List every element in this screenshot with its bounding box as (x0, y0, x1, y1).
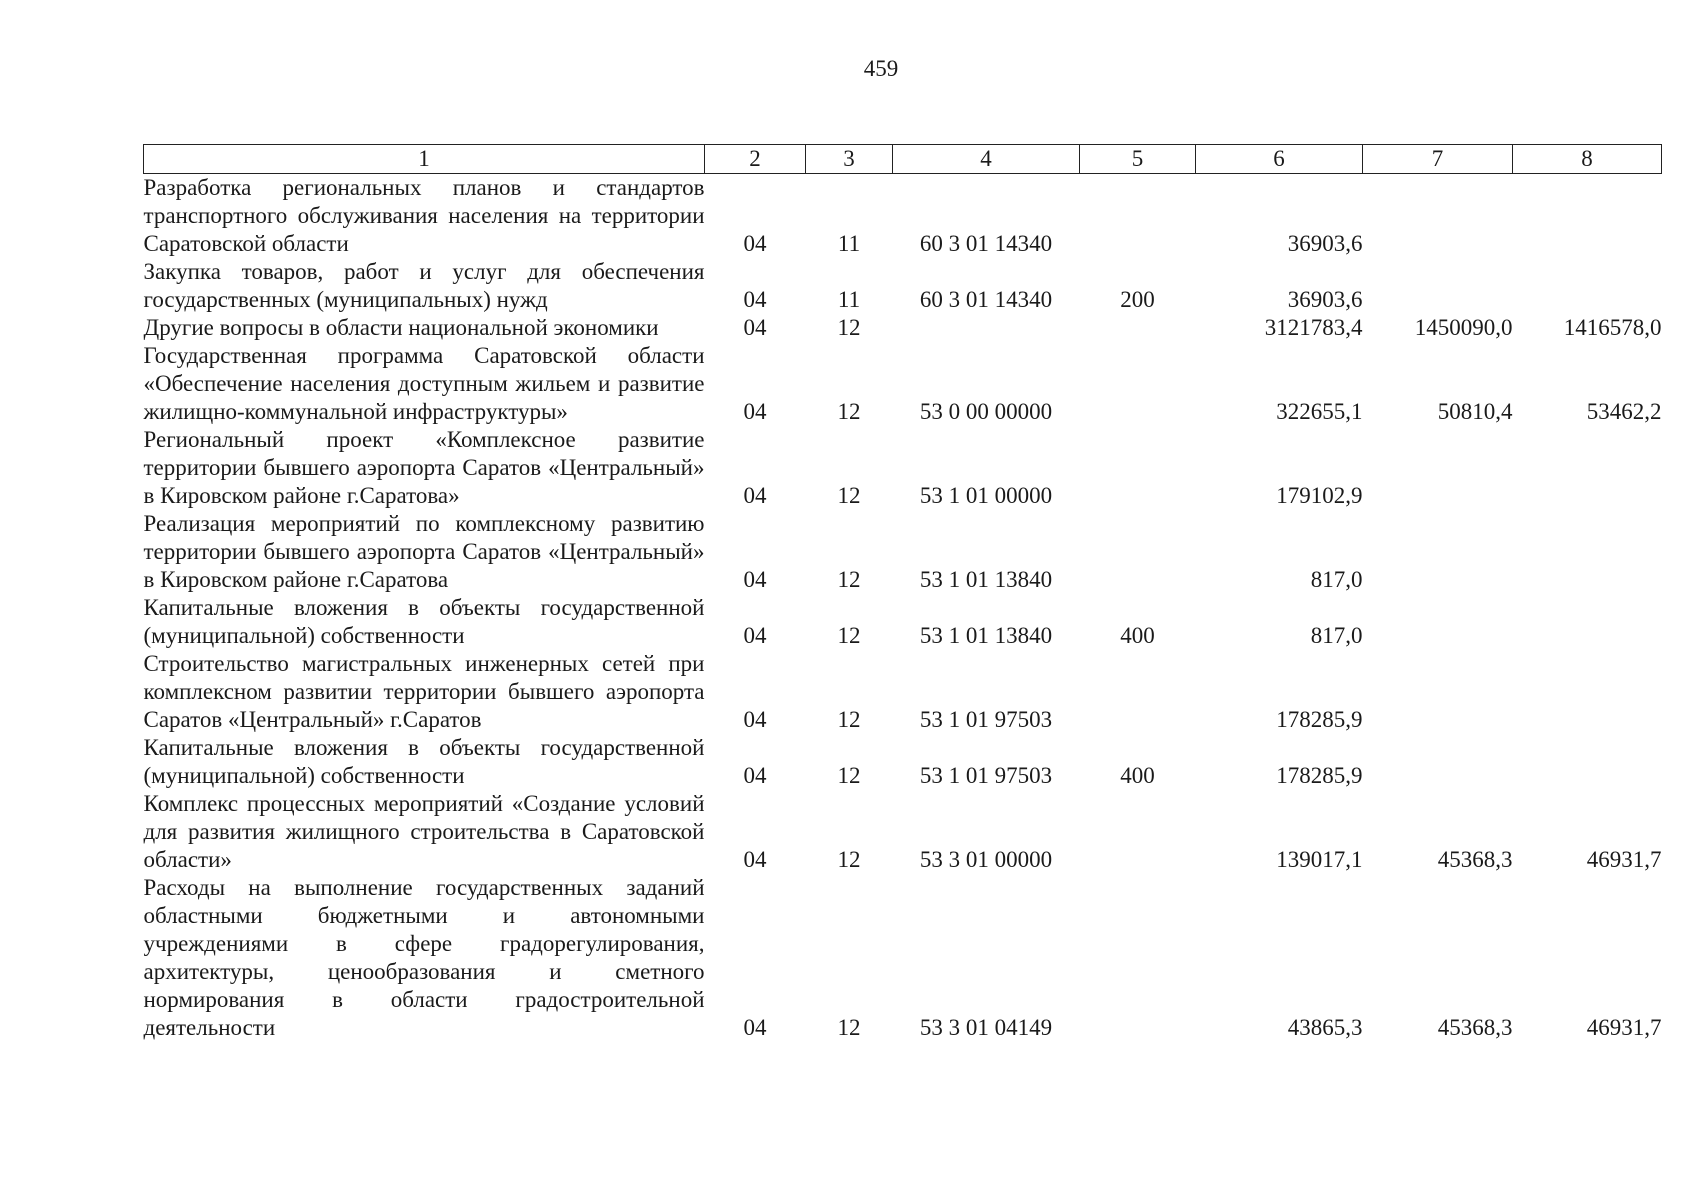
amount-col-6: 817,0 (1310, 623, 1363, 648)
subsection-code: 11 (837, 231, 861, 256)
expense-name: Строительство магистральных инженерных сетей при комплексном развитии территории бывшего аэропорта Саратов «Центральный» г.Саратов (143, 651, 705, 732)
expense-name: Другие вопросы в области национальной экономики (143, 315, 659, 340)
table-row (144, 510, 1662, 594)
amount-col-8 (1513, 594, 1662, 650)
subsection-code: 12 (837, 763, 861, 788)
table-row (144, 258, 1662, 314)
amount-col-7 (1363, 510, 1513, 594)
target-article-code: 53 0 00 00000 (919, 399, 1053, 424)
target-article-code: 53 3 01 04149 (919, 1015, 1053, 1040)
amount-col-6: 178285,9 (1276, 707, 1363, 732)
section-code: 04 (743, 287, 767, 312)
section-code: 04 (743, 315, 767, 340)
amount-col-8 (1513, 258, 1662, 314)
column-header: 5 (1080, 145, 1196, 174)
amount-col-6: 139017,1 (1276, 847, 1363, 872)
expense-name: Закупка товаров, работ и услуг для обеспечения государственных (муниципальных) нужд (143, 259, 705, 312)
amount-col-6: 817,0 (1310, 567, 1363, 592)
target-article-code (893, 314, 1080, 342)
column-header: 1 (144, 145, 705, 174)
column-header: 3 (806, 145, 893, 174)
expense-type-code (1080, 174, 1196, 259)
target-article-code: 53 1 01 97503 (919, 707, 1053, 732)
target-article-code: 60 3 01 14340 (919, 287, 1053, 312)
page-number: 459 (863, 56, 899, 81)
subsection-code: 11 (837, 287, 861, 312)
expense-name: Капитальные вложения в объекты государственной (муниципальной) собственности (143, 595, 705, 648)
amount-col-8 (1513, 174, 1662, 259)
expense-type-code (1080, 342, 1196, 426)
expense-type-code (1080, 510, 1196, 594)
column-header: 8 (1513, 145, 1662, 174)
target-article-code: 53 1 01 97503 (919, 763, 1053, 788)
amount-col-8: 46931,7 (1586, 1015, 1662, 1040)
target-article-code: 53 1 01 00000 (919, 483, 1053, 508)
subsection-code: 12 (837, 567, 861, 592)
expense-type-code: 400 (1120, 763, 1155, 788)
amount-col-6: 3121783,4 (1264, 315, 1363, 340)
amount-col-8: 1416578,0 (1563, 315, 1662, 340)
table-row (144, 342, 1662, 426)
expense-name: Разработка региональных планов и стандартов транспортного обслуживания населения на территории Саратовской области (143, 175, 705, 256)
amount-col-6: 178285,9 (1276, 763, 1363, 788)
amount-col-8 (1513, 734, 1662, 790)
section-code: 04 (743, 1015, 767, 1040)
subsection-code: 12 (837, 399, 861, 424)
amount-col-8: 46931,7 (1586, 847, 1662, 872)
amount-col-6: 179102,9 (1276, 483, 1363, 508)
subsection-code: 12 (837, 847, 861, 872)
amount-col-7: 1450090,0 (1414, 315, 1513, 340)
subsection-code: 12 (837, 623, 861, 648)
amount-col-7 (1363, 174, 1513, 259)
target-article-code: 60 3 01 14340 (919, 231, 1053, 256)
table-row (144, 594, 1662, 650)
header-row (144, 145, 1662, 174)
amount-col-7 (1363, 594, 1513, 650)
table-header (144, 145, 1662, 174)
amount-col-7 (1363, 734, 1513, 790)
subsection-code: 12 (837, 315, 861, 340)
section-code: 04 (743, 567, 767, 592)
column-header: 7 (1363, 145, 1513, 174)
target-article-code: 53 1 01 13840 (919, 567, 1053, 592)
table-body (144, 174, 1662, 1043)
amount-col-6: 36903,6 (1287, 231, 1363, 256)
column-header: 6 (1196, 145, 1363, 174)
subsection-code: 12 (837, 483, 861, 508)
table-row (144, 734, 1662, 790)
amount-col-7: 50810,4 (1437, 399, 1513, 424)
column-header: 2 (705, 145, 806, 174)
amount-col-7 (1363, 650, 1513, 734)
column-header: 4 (893, 145, 1080, 174)
section-code: 04 (743, 847, 767, 872)
table-row (144, 790, 1662, 874)
amount-col-6: 36903,6 (1287, 287, 1363, 312)
table-row (144, 426, 1662, 510)
budget-table (143, 144, 1662, 1042)
section-code: 04 (743, 623, 767, 648)
table-row (144, 174, 1662, 259)
amount-col-7 (1363, 426, 1513, 510)
amount-col-8 (1513, 510, 1662, 594)
expense-type-code (1080, 314, 1196, 342)
amount-col-7 (1363, 258, 1513, 314)
expense-type-code: 400 (1120, 623, 1155, 648)
amount-col-8 (1513, 650, 1662, 734)
amount-col-7: 45368,3 (1437, 847, 1513, 872)
expense-type-code (1080, 426, 1196, 510)
amount-col-7: 45368,3 (1437, 1015, 1513, 1040)
expense-name: Комплекс процессных мероприятий «Создание условий для развития жилищного строительства в Саратовской области» (143, 791, 705, 872)
section-code: 04 (743, 399, 767, 424)
expense-name: Реализация мероприятий по комплексному развитию территории бывшего аэропорта Саратов «Центральный» в Кировском районе г.Саратова (143, 511, 705, 592)
target-article-code: 53 3 01 00000 (919, 847, 1053, 872)
expense-name: Расходы на выполнение государственных заданий областными бюджетными и автономными учреждениями в сфере градорегулирования, архитектуры, ценообразования и сметного нормирования в области градостроительной деятельности (143, 875, 705, 1040)
section-code: 04 (743, 707, 767, 732)
expense-name: Региональный проект «Комплексное развитие территории бывшего аэропорта Саратов «Центральный» в Кировском районе г.Саратова» (143, 427, 705, 508)
table-row (144, 650, 1662, 734)
section-code: 04 (743, 763, 767, 788)
amount-col-6: 43865,3 (1287, 1015, 1363, 1040)
expense-type-code (1080, 650, 1196, 734)
subsection-code: 12 (837, 1015, 861, 1040)
expense-type-code (1080, 874, 1196, 1042)
target-article-code: 53 1 01 13840 (919, 623, 1053, 648)
expense-type-code (1080, 790, 1196, 874)
expense-name: Капитальные вложения в объекты государственной (муниципальной) собственности (143, 735, 705, 788)
section-code: 04 (743, 483, 767, 508)
expense-name: Государственная программа Саратовской области «Обеспечение населения доступным жильем и развитие жилищно-коммунальной инфраструктуры» (143, 343, 705, 424)
expense-type-code: 200 (1120, 287, 1155, 312)
section-code: 04 (743, 231, 767, 256)
table-row (144, 314, 1662, 342)
amount-col-8: 53462,2 (1586, 399, 1662, 424)
table-row (144, 874, 1662, 1042)
amount-col-6: 322655,1 (1276, 399, 1363, 424)
subsection-code: 12 (837, 707, 861, 732)
amount-col-8 (1513, 426, 1662, 510)
